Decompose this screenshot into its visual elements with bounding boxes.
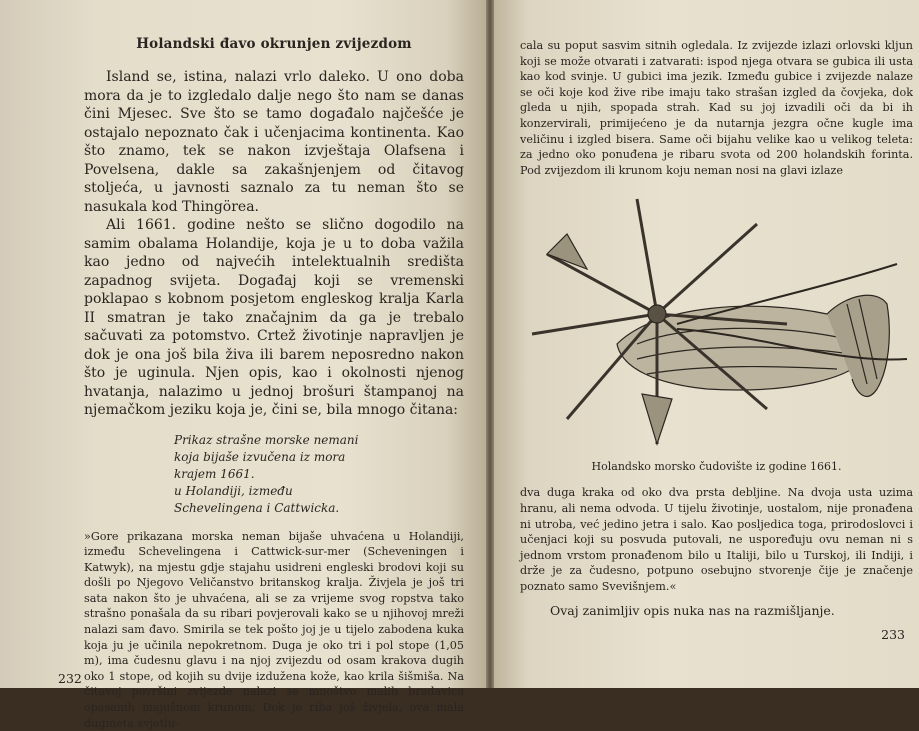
quote-line: u Holandiji, između: [174, 483, 464, 500]
right-page-number: 233: [881, 627, 905, 642]
monster-engraving: [527, 194, 907, 454]
right-page: [494, 0, 919, 688]
quote-line: krajem 1661.: [174, 466, 464, 483]
star-arm: [547, 254, 657, 314]
right-paragraph-3: Ovaj zanimljiv opis nuka nas na razmišljanje.: [520, 603, 913, 618]
left-page-number: 232: [58, 671, 82, 686]
wing-membrane: [642, 394, 672, 444]
quote-line: Schevelingena i Cattwicka.: [174, 500, 464, 517]
quote-line: koja bijaše izvučena iz mora: [174, 449, 464, 466]
star-arm: [637, 199, 657, 314]
right-paragraph-2: dva duga kraka od oko dva prsta debljine. Na dvoja usta uzima hranu, ali nema odvoda. U tijelu životinje, uostalom, nije pronađena ni utroba, već jedino jetra i salo. Kao posljedica toga, prirodoslovci i učenjaci koji su posvuda putovali, ne uspoređuju ovu neman ni s jednom vrstom pronađenom bilo u Italiji, bilo u Turskoj, ili Indiji, i drže je za čudesno, potpuno osebujno stvorenje čije je značenje poznato samo Svevišnjem.«: [520, 485, 913, 594]
left-paragraph-2: Ali 1661. godine nešto se slično dogodilo na samim obalama Holandije, koja je u to doba važila kao jedno od najvećih intelektualnih središta zapadnog svijeta. Događaj koji se vremenski poklapao s kobnom posjetom engleskog kralja Karla II smatran je tako značajnim da ga je trebalo sačuvati za potomstvo. Crtež životinje napravljen je dok je ona još bila živa ili barem neposredno nakon što je uginula. Njen opis, kao i okolnosti njenog hvatanja, nalazimo u jednoj brošuri štampanoj na njemačkom jeziku koja je, čini se, bila mnogo čitana:: [84, 216, 464, 420]
right-paragraph-1: cala su poput sasvim sitnih ogledala. Iz zvijezde izlazi orlovski kljun koji se može otvarati i zatvarati: ispod njega otvara se gubica ili usta kao kod svinje. U gubici ima jezik. Između gubice i zvijezde nalaze se oči koje kod žive ribe imaju tako strašan izgled da čovjeka, dok gleda u njih, spopada strah. Kad su joj izvadili oči da bi ih konzervirali, primijećeno je da nutarnja jezgra očne kugle ima veličinu i izgled bisera. Same oči bijahu velike kao u velikog teleta: za jedno oko ponuđena je ribaru svota od 200 holandskih forinta. Pod zvijezdom ili krunom koju neman nosi na glavi izlaze: [520, 38, 913, 178]
left-page: [0, 0, 486, 688]
quote-line: Prikaz strašne morske nemani: [174, 432, 464, 449]
sea-monster-illustration: [520, 194, 913, 473]
figure-caption: Holandsko morsko čudovište iz godine 1661.: [520, 460, 913, 473]
pamphlet-title-quote: [174, 432, 464, 517]
left-quoted-description: »Gore prikazana morska neman bijaše uhvaćena u Holandiji, između Schevelingena i Cattwick-sur-mer (Scheveningen i Katwyk), na mjestu gdje stajahu usidreni engleski brodovi koji su došli po Njegovo Veličanstvo britanskog kralja. Živjela je još tri sata nakon što je uhvaćena, ali se za vrijeme svog ropstva tako strašno ponašala da su ribari povjerovali kako se u njihovoj mreži nalazi sam đavo. Smirila se tek pošto joj je u tijelo zabodena kuka koja ju je učinila nepokretnom. Duga je oko tri i pol stope (1,05 m), ima čudesnu glavu i na njoj zvijezdu od osam krakova dugih oko 1 stope, od kojih su dvije izdužena kože, kao krila šišmiša. Na čitavoj površini zvijezde nalazi se mnoštvo malih bradavica opasanih majušnom krunom. Dok je riba još živjela, ova mala dugmeta svjetlu-: [84, 529, 464, 731]
chapter-title: Holandski đavo okrunjen zvijezdom: [84, 36, 464, 52]
left-paragraph-1: Island se, istina, nalazi vrlo daleko. U ono doba mora da je to izgledalo dalje nego što nam se danas čini Mjesec. Sve što se tamo događalo najčešće je ostajalo nepoznato čak i učenjacima kontinenta. Kao što znamo, tek se nakon izvještaja Olafsena i Povelsena, dakle sa zakašnjenjem od čitavog stoljeća, u javnosti saznalo za tu neman što se nasukala kod Thingörea.: [84, 68, 464, 216]
star-center: [648, 305, 666, 323]
star-arm: [657, 224, 757, 314]
book-gutter: [486, 0, 494, 688]
